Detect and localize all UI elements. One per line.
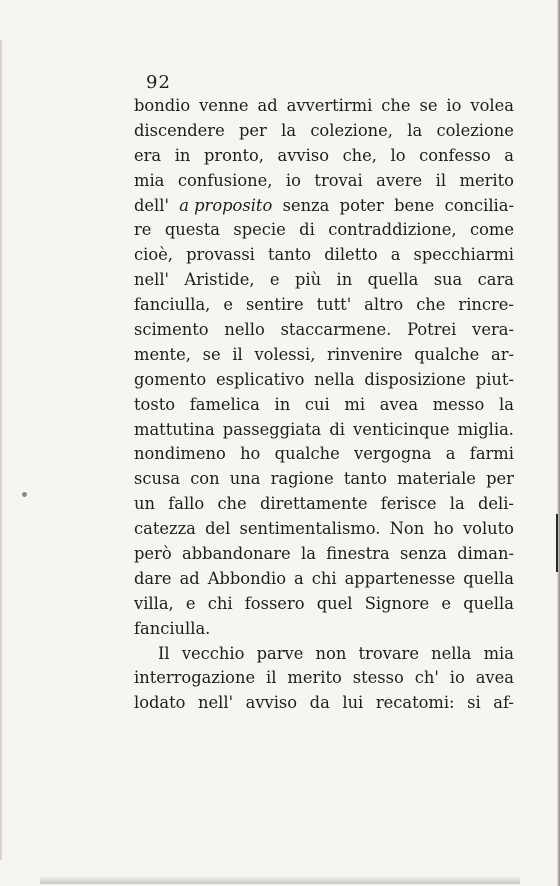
word: se bbox=[419, 96, 438, 115]
text-line bbox=[134, 243, 514, 268]
word: ch' bbox=[414, 668, 439, 688]
word: e bbox=[223, 295, 233, 315]
word: vergogna bbox=[354, 444, 432, 464]
text-line bbox=[134, 617, 514, 642]
word: senza bbox=[400, 544, 447, 564]
word: scimento bbox=[134, 320, 209, 340]
word: passeggiata bbox=[222, 419, 322, 439]
word: di bbox=[329, 419, 345, 439]
word: piut- bbox=[475, 369, 514, 389]
word: quella bbox=[463, 593, 514, 613]
word: si bbox=[467, 693, 481, 713]
word: fallo bbox=[168, 494, 205, 514]
word: mattutina bbox=[134, 419, 215, 439]
word: tanto bbox=[343, 469, 387, 489]
word: poter bbox=[339, 195, 384, 215]
word: vera- bbox=[472, 320, 514, 340]
word: contraddizione, bbox=[328, 220, 457, 240]
word: villa, bbox=[134, 593, 174, 613]
text-line bbox=[134, 268, 514, 293]
word: tosto bbox=[134, 394, 176, 414]
word: confesso bbox=[419, 145, 491, 165]
word: io bbox=[449, 668, 465, 688]
word: che bbox=[217, 494, 247, 514]
word: miglia. bbox=[457, 419, 514, 439]
text-line bbox=[134, 467, 514, 492]
word: fanciulla. bbox=[134, 618, 211, 638]
word: quella bbox=[367, 270, 419, 290]
word: abbandonare bbox=[182, 544, 291, 564]
word: merito bbox=[459, 170, 514, 190]
page-edge-left bbox=[0, 40, 2, 860]
margin-ink-mark bbox=[556, 514, 558, 572]
word: scusa bbox=[134, 469, 181, 489]
text-line bbox=[134, 592, 514, 617]
word: Non bbox=[389, 519, 425, 539]
word: deli- bbox=[477, 494, 514, 514]
word: ad bbox=[257, 96, 278, 115]
word: tanto bbox=[268, 245, 312, 265]
word: nella bbox=[314, 369, 355, 389]
word: trovai bbox=[314, 170, 363, 190]
word: la bbox=[281, 120, 297, 140]
word: discendere bbox=[134, 120, 225, 140]
text-line bbox=[134, 642, 514, 667]
word: di bbox=[299, 220, 315, 240]
word: vecchio bbox=[181, 643, 245, 663]
word: quel bbox=[316, 593, 353, 613]
word: che, bbox=[342, 145, 377, 165]
word: più bbox=[294, 270, 322, 290]
word: disposizione bbox=[364, 369, 466, 389]
text-line bbox=[134, 293, 514, 318]
text-line bbox=[134, 567, 514, 592]
text-line bbox=[134, 318, 514, 343]
word: esplicativo bbox=[216, 369, 305, 389]
word: ho bbox=[240, 444, 261, 464]
word: un bbox=[134, 494, 155, 514]
word: chi bbox=[207, 593, 233, 613]
word: io bbox=[446, 96, 462, 115]
text-line bbox=[134, 393, 514, 418]
word: appartenesse bbox=[344, 568, 456, 588]
word: nell' bbox=[198, 693, 234, 713]
word: in bbox=[174, 145, 191, 165]
word: io bbox=[285, 170, 301, 190]
word: a proposito bbox=[179, 195, 273, 215]
word: dell' bbox=[134, 195, 169, 215]
word: qualche bbox=[414, 344, 480, 364]
word: fossero bbox=[244, 593, 305, 613]
word: concilia- bbox=[444, 195, 514, 215]
word: qualche bbox=[274, 444, 340, 464]
word: materiale bbox=[397, 469, 476, 489]
word: nondimeno bbox=[134, 444, 226, 464]
word: per bbox=[486, 469, 514, 489]
word: a bbox=[445, 444, 456, 464]
word: da bbox=[309, 693, 330, 713]
text-line bbox=[134, 492, 514, 517]
word: Il bbox=[158, 643, 170, 663]
text-line bbox=[134, 343, 514, 368]
word: lodato bbox=[134, 693, 186, 713]
word: il bbox=[232, 344, 243, 364]
word: specie bbox=[233, 220, 286, 240]
text-line bbox=[134, 194, 514, 219]
word: nello bbox=[224, 320, 265, 340]
word: mia bbox=[134, 170, 165, 190]
word: Potrei bbox=[407, 320, 457, 340]
word: non bbox=[315, 643, 347, 663]
word: la bbox=[449, 494, 465, 514]
word: per bbox=[238, 120, 267, 140]
word: messo bbox=[432, 394, 485, 414]
text-line bbox=[134, 368, 514, 393]
word: venne bbox=[199, 96, 249, 115]
word: voluto bbox=[462, 519, 514, 539]
word: colezione bbox=[436, 120, 514, 140]
word: avvertirmi bbox=[286, 96, 373, 115]
word: mente, bbox=[134, 344, 191, 364]
word: recatomi: bbox=[375, 693, 455, 713]
word: altro bbox=[364, 295, 404, 315]
text-line bbox=[134, 144, 514, 169]
text-line bbox=[134, 442, 514, 467]
word: e bbox=[269, 270, 280, 290]
word: del bbox=[205, 519, 231, 539]
word: bondio bbox=[134, 96, 191, 115]
word: a bbox=[294, 568, 304, 588]
word: ad bbox=[179, 568, 200, 588]
word: interrogazione bbox=[134, 668, 256, 688]
word: il bbox=[435, 170, 447, 190]
word: la bbox=[407, 120, 423, 140]
word: merito bbox=[287, 668, 342, 688]
word: ho bbox=[433, 519, 454, 539]
word: nella bbox=[431, 643, 472, 663]
word: Aristide, bbox=[184, 270, 255, 290]
word: lui bbox=[342, 693, 364, 713]
word: specchiarmi bbox=[413, 245, 514, 265]
word: farmi bbox=[469, 444, 514, 464]
word: questa bbox=[164, 220, 220, 240]
page-number: 92 bbox=[146, 72, 171, 93]
word: Signore bbox=[364, 593, 430, 613]
word: la bbox=[301, 544, 316, 564]
text-line bbox=[134, 542, 514, 567]
word: sentimentalismo. bbox=[239, 519, 381, 539]
text-line bbox=[134, 418, 514, 443]
word: che bbox=[416, 295, 446, 315]
word: Abbondio bbox=[207, 568, 287, 588]
word: il bbox=[266, 668, 277, 688]
word: in bbox=[274, 394, 291, 414]
word: ragione bbox=[270, 469, 334, 489]
word: senza bbox=[282, 195, 330, 215]
word: come bbox=[470, 220, 514, 240]
text-line bbox=[134, 691, 514, 716]
word: volessi, bbox=[254, 344, 316, 364]
word: af- bbox=[493, 693, 514, 713]
word: quella bbox=[463, 568, 514, 588]
word: una bbox=[229, 469, 261, 489]
word: avere bbox=[376, 170, 423, 190]
word: sentire bbox=[245, 295, 304, 315]
word: tutt' bbox=[316, 295, 352, 315]
word: provassi bbox=[186, 245, 255, 265]
text-line bbox=[134, 119, 514, 144]
word: ferisce bbox=[380, 494, 437, 514]
word: dare bbox=[134, 568, 172, 588]
word: finestra bbox=[326, 544, 390, 564]
text-line bbox=[134, 517, 514, 542]
word: a bbox=[390, 245, 401, 265]
word: pronto, bbox=[203, 145, 264, 165]
word: volea bbox=[470, 96, 514, 115]
word: a bbox=[504, 145, 514, 165]
word: in bbox=[336, 270, 353, 290]
word: rincre- bbox=[458, 295, 514, 315]
word: diletto bbox=[324, 245, 378, 265]
text-line bbox=[134, 666, 514, 691]
word: parve bbox=[256, 643, 304, 663]
word: con bbox=[190, 469, 220, 489]
word: chi bbox=[311, 568, 337, 588]
word: direttamente bbox=[259, 494, 368, 514]
word: però bbox=[134, 544, 172, 564]
text-line bbox=[134, 169, 514, 194]
scan-shadow bbox=[40, 876, 520, 884]
word: lo bbox=[390, 145, 406, 165]
body-text bbox=[134, 94, 514, 716]
word: stesso bbox=[352, 668, 404, 688]
word: bene bbox=[394, 195, 435, 215]
word: gomento bbox=[134, 369, 207, 389]
word: cui bbox=[304, 394, 330, 414]
word: che bbox=[381, 96, 411, 115]
word: se bbox=[202, 344, 221, 364]
word: fanciulla, bbox=[134, 295, 211, 315]
word: mia bbox=[483, 643, 514, 663]
word: era bbox=[134, 145, 162, 165]
word: catezza bbox=[134, 519, 196, 539]
word: famelica bbox=[189, 394, 260, 414]
word: colezione, bbox=[310, 120, 393, 140]
word: staccarmene. bbox=[280, 320, 392, 340]
word: avviso bbox=[277, 145, 329, 165]
word: nell' bbox=[134, 270, 170, 290]
text-line bbox=[134, 218, 514, 243]
word: rinvenire bbox=[327, 344, 403, 364]
word: venticinque bbox=[353, 419, 450, 439]
word: e bbox=[441, 593, 452, 613]
word: avea bbox=[475, 668, 514, 688]
word: re bbox=[134, 220, 152, 240]
word: confusione, bbox=[177, 170, 273, 190]
word: cara bbox=[477, 270, 514, 290]
word: avviso bbox=[245, 693, 298, 713]
word: avea bbox=[379, 394, 419, 414]
word: mi bbox=[344, 394, 366, 414]
word: sua bbox=[433, 270, 463, 290]
word: trovare bbox=[358, 643, 419, 663]
word: la bbox=[499, 394, 514, 414]
word: ar- bbox=[490, 344, 514, 364]
word: cioè, bbox=[134, 245, 173, 265]
word: e bbox=[185, 593, 196, 613]
margin-ink-dot bbox=[22, 492, 27, 497]
text-line bbox=[134, 94, 514, 119]
word: diman- bbox=[457, 544, 514, 564]
